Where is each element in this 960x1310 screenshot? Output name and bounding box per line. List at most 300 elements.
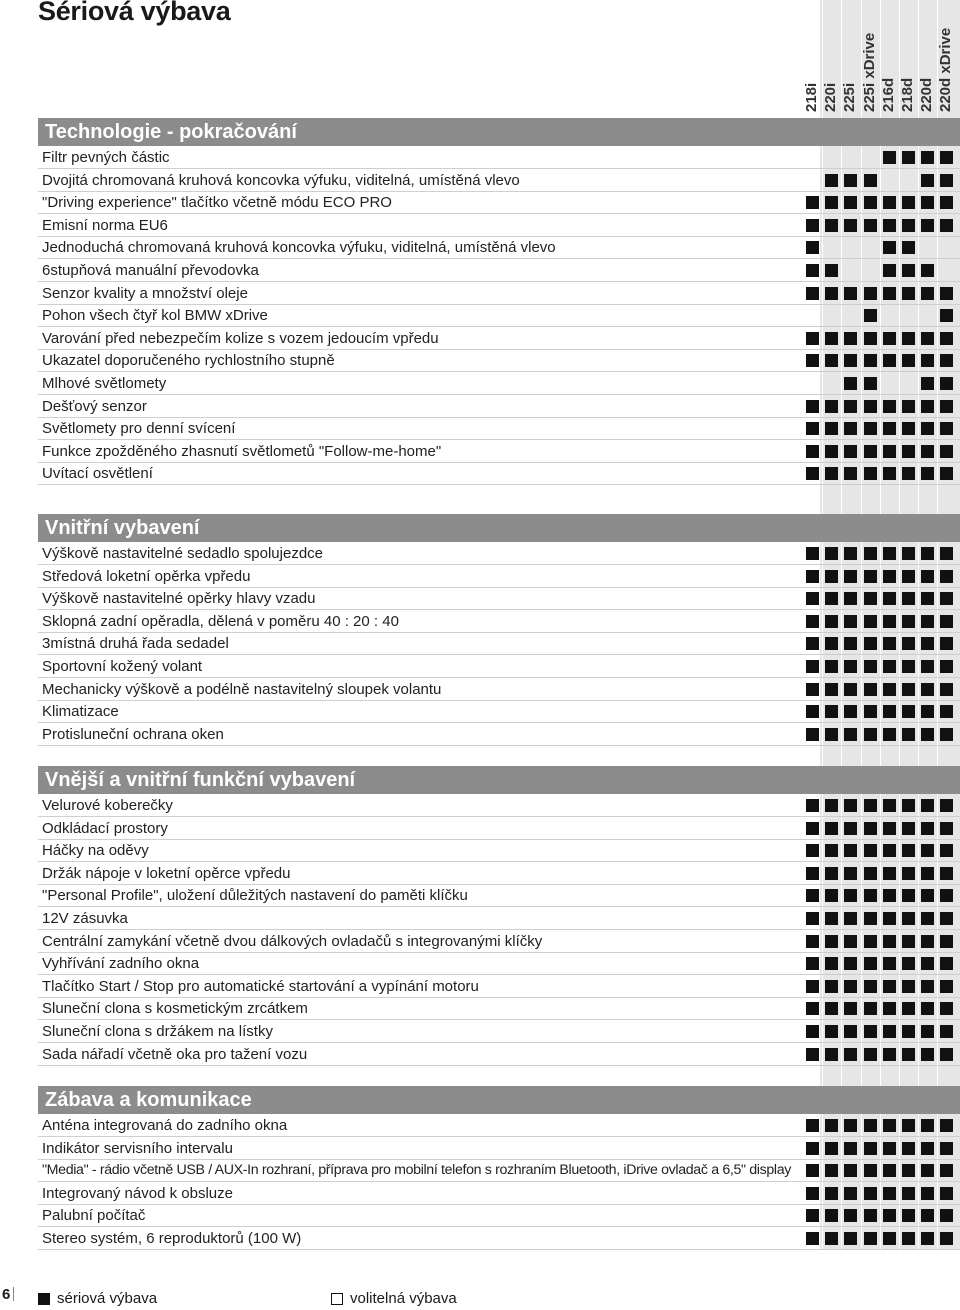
feature-label: Uvítací osvětlení bbox=[42, 465, 153, 483]
feature-label: Výškově nastavitelné sedadlo spolujezdce bbox=[42, 545, 324, 562]
standard-equipment-mark bbox=[864, 799, 877, 812]
standard-equipment-mark bbox=[883, 615, 896, 628]
standard-equipment-mark bbox=[921, 980, 934, 993]
standard-equipment-mark bbox=[883, 422, 896, 435]
feature-label: 3místná druhá řada sedadel bbox=[42, 635, 229, 653]
section-header: Technologie - pokračování bbox=[38, 118, 960, 146]
standard-equipment-mark bbox=[921, 705, 934, 718]
table-row bbox=[38, 818, 960, 840]
optional-equipment-icon bbox=[331, 1293, 343, 1305]
table-row bbox=[38, 588, 960, 610]
standard-equipment-mark bbox=[825, 1048, 838, 1061]
standard-equipment-mark bbox=[825, 287, 838, 300]
table-row bbox=[38, 260, 960, 282]
standard-equipment-mark bbox=[844, 912, 857, 925]
standard-equipment-mark bbox=[902, 660, 915, 673]
feature-label: Klimatizace bbox=[42, 703, 119, 721]
section-header: Vnější a vnitřní funkční vybavení bbox=[38, 766, 960, 794]
standard-equipment-mark bbox=[806, 570, 819, 583]
standard-equipment-mark bbox=[844, 1119, 857, 1132]
standard-equipment-mark bbox=[806, 547, 819, 560]
standard-equipment-mark bbox=[883, 332, 896, 345]
standard-equipment-mark bbox=[825, 844, 838, 857]
standard-equipment-mark bbox=[806, 400, 819, 413]
standard-equipment-mark bbox=[902, 822, 915, 835]
standard-equipment-mark bbox=[825, 637, 838, 650]
feature-label: Funkce zpožděného zhasnutí světlometů "Follow-me-home" bbox=[42, 442, 442, 460]
standard-equipment-mark bbox=[844, 570, 857, 583]
standard-equipment-mark bbox=[902, 264, 915, 277]
standard-equipment-mark bbox=[902, 1142, 915, 1155]
standard-equipment-mark bbox=[940, 547, 953, 560]
standard-equipment-mark bbox=[921, 889, 934, 902]
standard-equipment-mark bbox=[844, 400, 857, 413]
standard-equipment-mark bbox=[825, 660, 838, 673]
standard-equipment-mark bbox=[883, 1002, 896, 1015]
table-row bbox=[38, 1021, 960, 1043]
table-row bbox=[38, 976, 960, 998]
standard-equipment-mark bbox=[806, 422, 819, 435]
table-row bbox=[38, 305, 960, 327]
standard-equipment-mark bbox=[844, 728, 857, 741]
feature-label: Háčky na oděvy bbox=[42, 842, 149, 860]
standard-equipment-mark bbox=[902, 354, 915, 367]
standard-equipment-mark bbox=[883, 1232, 896, 1245]
standard-equipment-mark bbox=[883, 705, 896, 718]
standard-equipment-mark bbox=[921, 400, 934, 413]
model-column-header: 220i bbox=[822, 82, 839, 112]
feature-label: Vyhřívání zadního okna bbox=[42, 955, 200, 973]
standard-equipment-mark bbox=[806, 1002, 819, 1015]
standard-equipment-mark bbox=[921, 151, 934, 164]
standard-equipment-mark bbox=[940, 615, 953, 628]
standard-equipment-mark bbox=[940, 445, 953, 458]
standard-equipment-mark bbox=[825, 980, 838, 993]
standard-equipment-mark bbox=[806, 889, 819, 902]
model-column-header: 220d xDrive bbox=[937, 27, 954, 112]
standard-equipment-mark bbox=[864, 196, 877, 209]
standard-equipment-mark bbox=[864, 660, 877, 673]
standard-equipment-mark bbox=[902, 332, 915, 345]
feature-label: Anténa integrovaná do zadního okna bbox=[42, 1117, 288, 1134]
standard-equipment-mark bbox=[940, 309, 953, 322]
feature-label: Jednoduchá chromovaná kruhová koncovka výfuku, viditelná, umístěná vlevo bbox=[42, 239, 556, 257]
standard-equipment-mark bbox=[825, 867, 838, 880]
standard-equipment-mark bbox=[806, 822, 819, 835]
standard-equipment-mark bbox=[864, 980, 877, 993]
standard-equipment-mark bbox=[825, 174, 838, 187]
standard-equipment-mark bbox=[864, 354, 877, 367]
table-row bbox=[38, 418, 960, 440]
standard-equipment-mark bbox=[825, 1142, 838, 1155]
standard-equipment-mark bbox=[844, 935, 857, 948]
standard-equipment-mark bbox=[844, 1164, 857, 1177]
standard-equipment-mark bbox=[883, 241, 896, 254]
standard-equipment-mark bbox=[902, 219, 915, 232]
standard-equipment-mark bbox=[864, 822, 877, 835]
standard-equipment-mark bbox=[902, 241, 915, 254]
standard-equipment-mark bbox=[864, 287, 877, 300]
standard-equipment-mark bbox=[806, 1119, 819, 1132]
standard-equipment-mark bbox=[940, 1164, 953, 1177]
standard-equipment-mark bbox=[825, 547, 838, 560]
standard-equipment-mark bbox=[825, 615, 838, 628]
standard-equipment-mark bbox=[806, 1164, 819, 1177]
standard-equipment-mark bbox=[883, 354, 896, 367]
standard-equipment-mark bbox=[864, 957, 877, 970]
standard-equipment-mark bbox=[825, 332, 838, 345]
standard-equipment-mark bbox=[883, 1142, 896, 1155]
standard-equipment-mark bbox=[921, 287, 934, 300]
standard-equipment-mark bbox=[806, 912, 819, 925]
standard-equipment-mark bbox=[921, 1209, 934, 1222]
standard-equipment-mark bbox=[940, 422, 953, 435]
standard-equipment-mark bbox=[806, 196, 819, 209]
standard-equipment-mark bbox=[902, 592, 915, 605]
standard-equipment-mark bbox=[864, 912, 877, 925]
standard-equipment-mark bbox=[844, 422, 857, 435]
standard-equipment-mark bbox=[921, 219, 934, 232]
standard-equipment-mark bbox=[864, 377, 877, 390]
standard-equipment-mark bbox=[921, 445, 934, 458]
standard-equipment-mark bbox=[864, 889, 877, 902]
feature-label: "Driving experience" tlačítko včetně módu ECO PRO bbox=[42, 194, 392, 212]
standard-equipment-mark bbox=[921, 592, 934, 605]
table-row bbox=[38, 373, 960, 395]
standard-equipment-icon bbox=[38, 1293, 50, 1305]
standard-equipment-mark bbox=[806, 799, 819, 812]
standard-equipment-mark bbox=[825, 445, 838, 458]
feature-label: Protisluneční ochrana oken bbox=[42, 725, 224, 743]
standard-equipment-mark bbox=[883, 728, 896, 741]
feature-label: Centrální zamykání včetně dvou dálkových ovladačů s integrovanými klíčky bbox=[42, 932, 543, 950]
standard-equipment-mark bbox=[902, 799, 915, 812]
standard-equipment-mark bbox=[883, 637, 896, 650]
standard-equipment-mark bbox=[864, 1164, 877, 1177]
table-row bbox=[38, 566, 960, 588]
table-row bbox=[38, 840, 960, 862]
table-row bbox=[38, 1044, 960, 1066]
standard-equipment-mark bbox=[921, 867, 934, 880]
standard-equipment-mark bbox=[883, 844, 896, 857]
standard-equipment-mark bbox=[940, 660, 953, 673]
table-row bbox=[38, 1115, 960, 1137]
standard-equipment-mark bbox=[940, 683, 953, 696]
table-row bbox=[38, 931, 960, 953]
standard-equipment-mark bbox=[844, 219, 857, 232]
table-row bbox=[38, 701, 960, 723]
model-column-header: 216d bbox=[880, 77, 897, 112]
standard-equipment-mark bbox=[883, 570, 896, 583]
feature-label: Sada nářadí včetně oka pro tažení vozu bbox=[42, 1045, 308, 1063]
table-row bbox=[38, 795, 960, 817]
standard-equipment-mark bbox=[864, 570, 877, 583]
standard-equipment-mark bbox=[864, 1187, 877, 1200]
standard-equipment-mark bbox=[940, 287, 953, 300]
standard-equipment-mark bbox=[921, 196, 934, 209]
standard-equipment-mark bbox=[825, 467, 838, 480]
feature-label: "Personal Profile", uložení důležitých nastavení do paměti klíčku bbox=[42, 887, 468, 905]
feature-label: Výškově nastavitelné opěrky hlavy vzadu bbox=[42, 590, 316, 608]
standard-equipment-mark bbox=[806, 1209, 819, 1222]
standard-equipment-mark bbox=[902, 422, 915, 435]
standard-equipment-mark bbox=[883, 957, 896, 970]
standard-equipment-mark bbox=[883, 287, 896, 300]
feature-label: Sluneční clona s držákem na lístky bbox=[42, 1023, 273, 1040]
page-number-divider bbox=[13, 1287, 14, 1301]
standard-equipment-mark bbox=[902, 1119, 915, 1132]
standard-equipment-mark bbox=[844, 889, 857, 902]
standard-equipment-mark bbox=[864, 683, 877, 696]
standard-equipment-mark bbox=[902, 400, 915, 413]
table-row bbox=[38, 885, 960, 907]
standard-equipment-mark bbox=[883, 547, 896, 560]
standard-equipment-mark bbox=[921, 570, 934, 583]
standard-equipment-mark bbox=[921, 935, 934, 948]
standard-equipment-mark bbox=[806, 660, 819, 673]
standard-equipment-mark bbox=[902, 889, 915, 902]
standard-equipment-mark bbox=[921, 683, 934, 696]
standard-equipment-mark bbox=[902, 867, 915, 880]
standard-equipment-mark bbox=[921, 957, 934, 970]
standard-equipment-mark bbox=[825, 1002, 838, 1015]
feature-label: Dvojitá chromovaná kruhová koncovka výfuku, viditelná, umístěná vlevo bbox=[42, 171, 520, 189]
standard-equipment-mark bbox=[825, 592, 838, 605]
table-row bbox=[38, 724, 960, 746]
standard-equipment-mark bbox=[864, 309, 877, 322]
standard-equipment-mark bbox=[902, 1164, 915, 1177]
feature-label: Palubní počítač bbox=[42, 1207, 146, 1225]
standard-equipment-mark bbox=[806, 867, 819, 880]
standard-equipment-mark bbox=[844, 1232, 857, 1245]
standard-equipment-mark bbox=[902, 912, 915, 925]
feature-label: 12V zásuvka bbox=[42, 910, 128, 927]
standard-equipment-mark bbox=[864, 1142, 877, 1155]
standard-equipment-mark bbox=[864, 467, 877, 480]
standard-equipment-mark bbox=[864, 1025, 877, 1038]
standard-equipment-mark bbox=[902, 980, 915, 993]
standard-equipment-mark bbox=[921, 1164, 934, 1177]
table-row bbox=[38, 1138, 960, 1160]
table-row bbox=[38, 953, 960, 975]
page-number bbox=[2, 1286, 14, 1303]
standard-equipment-mark bbox=[883, 1048, 896, 1061]
feature-label: Sluneční clona s kosmetickým zrcátkem bbox=[42, 1000, 308, 1018]
standard-equipment-mark bbox=[940, 1048, 953, 1061]
model-column-header: 220d bbox=[918, 77, 935, 112]
table-row bbox=[38, 170, 960, 192]
table-row bbox=[38, 1160, 960, 1182]
standard-equipment-mark bbox=[940, 912, 953, 925]
page-number-text: 6 bbox=[2, 1286, 11, 1303]
feature-label: Držák nápoje v loketní opěrce vpředu bbox=[42, 864, 291, 882]
standard-equipment-mark bbox=[902, 957, 915, 970]
feature-label: Sportovní kožený volant bbox=[42, 658, 203, 675]
standard-equipment-mark bbox=[902, 844, 915, 857]
standard-equipment-mark bbox=[825, 219, 838, 232]
standard-equipment-mark bbox=[825, 1232, 838, 1245]
standard-equipment-mark bbox=[864, 445, 877, 458]
standard-equipment-mark bbox=[825, 912, 838, 925]
standard-equipment-mark bbox=[921, 844, 934, 857]
standard-equipment-mark bbox=[902, 287, 915, 300]
feature-label: Dešťový senzor bbox=[42, 397, 147, 415]
table-row bbox=[38, 679, 960, 701]
standard-equipment-mark bbox=[844, 287, 857, 300]
standard-equipment-mark bbox=[902, 1209, 915, 1222]
standard-equipment-mark bbox=[940, 332, 953, 345]
feature-label: Mechanicky výškově a podélně nastavitelný sloupek volantu bbox=[42, 680, 442, 698]
standard-equipment-mark bbox=[940, 1025, 953, 1038]
standard-equipment-mark bbox=[864, 219, 877, 232]
standard-equipment-mark bbox=[806, 844, 819, 857]
standard-equipment-mark bbox=[921, 377, 934, 390]
standard-equipment-mark bbox=[844, 822, 857, 835]
standard-equipment-mark bbox=[883, 592, 896, 605]
standard-equipment-mark bbox=[844, 1209, 857, 1222]
standard-equipment-mark bbox=[883, 935, 896, 948]
standard-equipment-mark bbox=[902, 683, 915, 696]
standard-equipment-mark bbox=[940, 799, 953, 812]
standard-equipment-mark bbox=[883, 912, 896, 925]
standard-equipment-mark bbox=[806, 1048, 819, 1061]
standard-equipment-mark bbox=[940, 377, 953, 390]
standard-equipment-mark bbox=[844, 844, 857, 857]
standard-equipment-mark bbox=[902, 705, 915, 718]
standard-equipment-mark bbox=[806, 445, 819, 458]
standard-equipment-mark bbox=[825, 422, 838, 435]
legend-optional-label: volitelná výbava bbox=[350, 1290, 457, 1307]
model-column-header: 225i bbox=[841, 82, 858, 112]
standard-equipment-mark bbox=[883, 264, 896, 277]
standard-equipment-mark bbox=[825, 683, 838, 696]
standard-equipment-mark bbox=[940, 1002, 953, 1015]
standard-equipment-mark bbox=[940, 935, 953, 948]
standard-equipment-mark bbox=[883, 660, 896, 673]
feature-label: Integrovaný návod k obsluze bbox=[42, 1184, 233, 1202]
standard-equipment-mark bbox=[806, 241, 819, 254]
standard-equipment-mark bbox=[921, 354, 934, 367]
standard-equipment-mark bbox=[844, 1048, 857, 1061]
standard-equipment-mark bbox=[864, 174, 877, 187]
standard-equipment-mark bbox=[844, 354, 857, 367]
standard-equipment-mark bbox=[921, 1187, 934, 1200]
page-title: Sériová výbava bbox=[38, 0, 231, 26]
standard-equipment-mark bbox=[883, 467, 896, 480]
standard-equipment-mark bbox=[921, 467, 934, 480]
feature-label: "Media" - rádio včetně USB / AUX-In rozhraní, příprava pro mobilní telefon s rozhraním Bluetooth, iDrive ovladač a 6,5" display bbox=[42, 1162, 791, 1179]
standard-equipment-mark bbox=[883, 799, 896, 812]
standard-equipment-mark bbox=[883, 196, 896, 209]
standard-equipment-mark bbox=[844, 683, 857, 696]
standard-equipment-mark bbox=[806, 683, 819, 696]
standard-equipment-mark bbox=[940, 1232, 953, 1245]
feature-label: Světlomety pro denní svícení bbox=[42, 420, 236, 438]
table-row bbox=[38, 1205, 960, 1227]
standard-equipment-mark bbox=[864, 1209, 877, 1222]
standard-equipment-mark bbox=[825, 1025, 838, 1038]
standard-equipment-mark bbox=[864, 637, 877, 650]
standard-equipment-mark bbox=[940, 354, 953, 367]
feature-label: Senzor kvality a množství oleje bbox=[42, 284, 248, 302]
standard-equipment-mark bbox=[921, 1048, 934, 1061]
standard-equipment-mark bbox=[940, 400, 953, 413]
standard-equipment-mark bbox=[902, 935, 915, 948]
standard-equipment-mark bbox=[825, 935, 838, 948]
standard-equipment-mark bbox=[844, 799, 857, 812]
standard-equipment-mark bbox=[806, 1187, 819, 1200]
standard-equipment-mark bbox=[902, 1025, 915, 1038]
standard-equipment-mark bbox=[921, 1232, 934, 1245]
standard-equipment-mark bbox=[806, 467, 819, 480]
standard-equipment-mark bbox=[940, 467, 953, 480]
standard-equipment-mark bbox=[921, 822, 934, 835]
standard-equipment-mark bbox=[825, 264, 838, 277]
standard-equipment-mark bbox=[825, 822, 838, 835]
feature-label: Stereo systém, 6 reproduktorů (100 W) bbox=[42, 1230, 302, 1247]
standard-equipment-mark bbox=[864, 1002, 877, 1015]
standard-equipment-mark bbox=[806, 980, 819, 993]
standard-equipment-mark bbox=[883, 867, 896, 880]
standard-equipment-mark bbox=[921, 1119, 934, 1132]
standard-equipment-mark bbox=[864, 705, 877, 718]
standard-equipment-mark bbox=[940, 1187, 953, 1200]
standard-equipment-mark bbox=[864, 844, 877, 857]
table-row bbox=[38, 611, 960, 633]
standard-equipment-mark bbox=[921, 422, 934, 435]
feature-label: Filtr pevných částic bbox=[42, 149, 170, 166]
table-row bbox=[38, 633, 960, 655]
standard-equipment-mark bbox=[921, 174, 934, 187]
standard-equipment-mark bbox=[825, 1187, 838, 1200]
standard-equipment-mark bbox=[864, 592, 877, 605]
standard-equipment-mark bbox=[902, 1232, 915, 1245]
standard-equipment-mark bbox=[864, 400, 877, 413]
standard-equipment-mark bbox=[883, 445, 896, 458]
standard-equipment-mark bbox=[864, 867, 877, 880]
section-header: Vnitřní vybavení bbox=[38, 514, 960, 542]
standard-equipment-mark bbox=[940, 957, 953, 970]
table-row bbox=[38, 147, 960, 169]
standard-equipment-mark bbox=[806, 332, 819, 345]
standard-equipment-mark bbox=[940, 867, 953, 880]
standard-equipment-mark bbox=[921, 912, 934, 925]
standard-equipment-mark bbox=[844, 1025, 857, 1038]
standard-equipment-mark bbox=[844, 980, 857, 993]
standard-equipment-mark bbox=[902, 151, 915, 164]
standard-equipment-mark bbox=[902, 1002, 915, 1015]
standard-equipment-mark bbox=[806, 728, 819, 741]
standard-equipment-mark bbox=[844, 445, 857, 458]
standard-equipment-mark bbox=[825, 570, 838, 583]
standard-equipment-mark bbox=[883, 1164, 896, 1177]
standard-equipment-mark bbox=[806, 615, 819, 628]
standard-equipment-mark bbox=[902, 547, 915, 560]
standard-equipment-mark bbox=[825, 354, 838, 367]
standard-equipment-mark bbox=[825, 705, 838, 718]
standard-equipment-mark bbox=[902, 1048, 915, 1061]
standard-equipment-mark bbox=[940, 592, 953, 605]
standard-equipment-mark bbox=[844, 196, 857, 209]
table-row bbox=[38, 863, 960, 885]
standard-equipment-mark bbox=[883, 889, 896, 902]
standard-equipment-mark bbox=[864, 332, 877, 345]
standard-equipment-mark bbox=[806, 264, 819, 277]
standard-equipment-mark bbox=[864, 1232, 877, 1245]
standard-equipment-mark bbox=[940, 219, 953, 232]
standard-equipment-mark bbox=[921, 1002, 934, 1015]
standard-equipment-mark bbox=[825, 889, 838, 902]
